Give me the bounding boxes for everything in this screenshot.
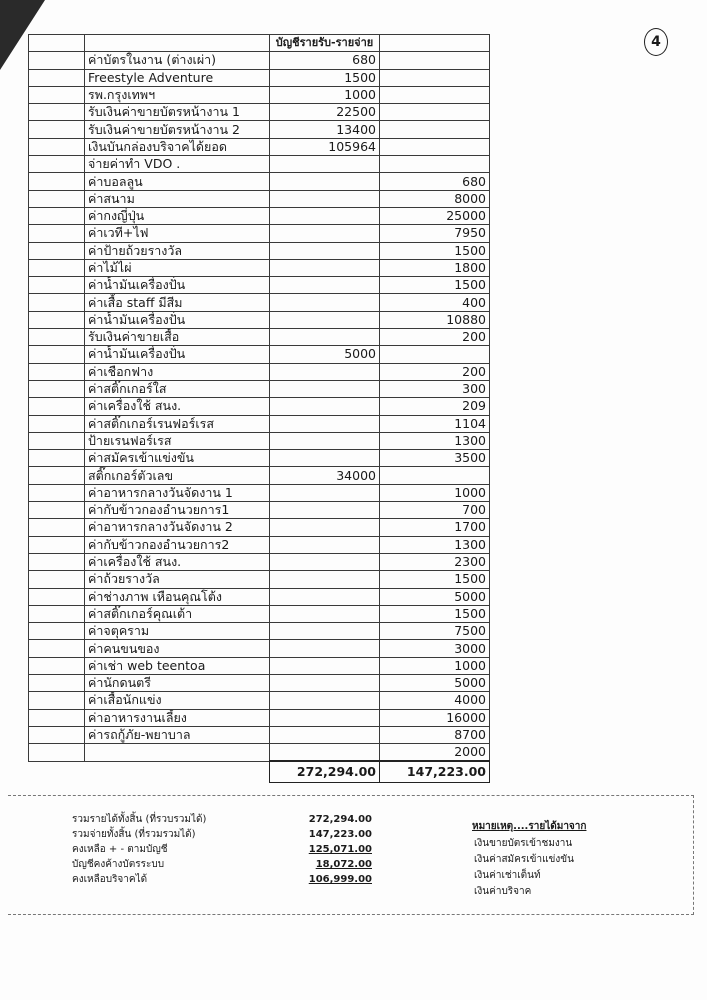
row-index-cell: [29, 69, 85, 86]
row-expense-cell: 3000: [380, 640, 490, 657]
row-income-cell: [270, 502, 380, 519]
row-expense-cell: 209: [380, 398, 490, 415]
summary-row: [72, 857, 372, 872]
row-income-cell: [270, 553, 380, 570]
row-index-cell: [29, 588, 85, 605]
row-income-cell: [270, 380, 380, 397]
row-item-cell: ค่าเช่า web teentoa: [85, 657, 270, 674]
total-blank-cell: [85, 761, 270, 783]
row-item-cell: ค่าสมัครเข้าแข่งขัน: [85, 450, 270, 467]
row-expense-cell: 2000: [380, 744, 490, 762]
row-income-cell: [270, 329, 380, 346]
row-index-cell: [29, 450, 85, 467]
row-item-cell: ค่าป้ายถ้วยรางวัล: [85, 242, 270, 259]
table-row: [29, 588, 490, 605]
table-row: [29, 709, 490, 726]
row-expense-cell: 200: [380, 329, 490, 346]
table-row: [29, 467, 490, 484]
row-index-cell: [29, 363, 85, 380]
table-row: [29, 104, 490, 121]
row-expense-cell: 1104: [380, 415, 490, 432]
row-index-cell: [29, 432, 85, 449]
row-income-cell: 5000: [270, 346, 380, 363]
row-item-cell: ค่าเครื่องใช้ สนง.: [85, 553, 270, 570]
row-expense-cell: 200: [380, 363, 490, 380]
row-item-cell: รับเงินค่าขายบัตรหน้างาน 1: [85, 104, 270, 121]
total-blank-cell: [29, 761, 85, 783]
summary-value: 106,999.00: [308, 874, 372, 885]
row-item-cell: [85, 744, 270, 762]
row-item-cell: ป้ายเรนฟอร์เรส: [85, 432, 270, 449]
row-item-cell: ค่าถ้วยรางวัล: [85, 571, 270, 588]
row-income-cell: [270, 536, 380, 553]
row-income-cell: [270, 294, 380, 311]
table-row: [29, 190, 490, 207]
row-income-cell: 13400: [270, 121, 380, 138]
row-item-cell: ค่ากงญี่ปุ่น: [85, 207, 270, 224]
table-row: [29, 640, 490, 657]
row-item-cell: ค่าเครื่องใช้ สนง.: [85, 398, 270, 415]
row-expense-cell: 1700: [380, 519, 490, 536]
row-index-cell: [29, 726, 85, 743]
table-row: [29, 484, 490, 501]
row-index-cell: [29, 121, 85, 138]
header-title-cell: บัญชีรายรับ-รายจ่าย: [270, 35, 380, 52]
table-row: [29, 536, 490, 553]
row-income-cell: [270, 692, 380, 709]
row-index-cell: [29, 138, 85, 155]
row-income-cell: [270, 277, 380, 294]
row-income-cell: [270, 571, 380, 588]
table-row: [29, 311, 490, 328]
row-item-cell: ค่ากับข้าวกองอำนวยการ1: [85, 502, 270, 519]
row-item-cell: Freestyle Adventure: [85, 69, 270, 86]
ledger-body: [29, 52, 490, 762]
row-index-cell: [29, 467, 85, 484]
table-row: [29, 121, 490, 138]
row-expense-cell: [380, 138, 490, 155]
row-index-cell: [29, 380, 85, 397]
row-expense-cell: 16000: [380, 709, 490, 726]
row-item-cell: ค่าเวที+ไฟ: [85, 225, 270, 242]
table-row: [29, 398, 490, 415]
row-expense-cell: 8700: [380, 726, 490, 743]
row-income-cell: 1500: [270, 69, 380, 86]
ledger-total-row: [29, 761, 490, 783]
row-index-cell: [29, 156, 85, 173]
row-income-cell: 105964: [270, 138, 380, 155]
row-index-cell: [29, 640, 85, 657]
remark-line: เงินค่าสมัครเข้าแข่งขัน: [474, 854, 574, 865]
row-index-cell: [29, 329, 85, 346]
row-expense-cell: [380, 121, 490, 138]
row-income-cell: 1000: [270, 86, 380, 103]
row-expense-cell: [380, 52, 490, 69]
table-row: [29, 138, 490, 155]
summary-block: [72, 812, 372, 887]
row-item-cell: ค่าอาหารงานเลี้ยง: [85, 709, 270, 726]
row-item-cell: สติ๊กเกอร์ตัวเลข: [85, 467, 270, 484]
row-item-cell: ค่าจตุคราม: [85, 623, 270, 640]
table-row: [29, 346, 490, 363]
row-income-cell: [270, 190, 380, 207]
row-item-cell: ค่าบอลลูน: [85, 173, 270, 190]
row-index-cell: [29, 346, 85, 363]
header-blank-cell: [380, 35, 490, 52]
summary-label: รวมรายได้ทั้งสิ้น (ที่รวบรวมได้): [72, 814, 207, 825]
table-row: [29, 623, 490, 640]
row-income-cell: [270, 605, 380, 622]
row-income-cell: [270, 311, 380, 328]
table-row: [29, 674, 490, 691]
row-index-cell: [29, 398, 85, 415]
row-item-cell: ค่าเชือกฟาง: [85, 363, 270, 380]
row-expense-cell: 1300: [380, 536, 490, 553]
row-index-cell: [29, 623, 85, 640]
summary-value: 147,223.00: [308, 829, 372, 840]
row-index-cell: [29, 259, 85, 276]
summary-label: รวมจ่ายทั้งสิ้น (ที่รวมรวมได้): [72, 829, 196, 840]
row-item-cell: ค่าเสื้อ staff มีสีม: [85, 294, 270, 311]
table-row: [29, 277, 490, 294]
summary-row: [72, 812, 372, 827]
row-expense-cell: 1000: [380, 484, 490, 501]
row-item-cell: ค่าสติ๊กเกอร์คุณเต้า: [85, 605, 270, 622]
row-item-cell: ค่าน้ำมันเครื่องปั่น: [85, 346, 270, 363]
row-expense-cell: [380, 104, 490, 121]
row-income-cell: [270, 415, 380, 432]
summary-value: 18,072.00: [315, 859, 372, 870]
remark-title: หมายเหตุ....รายได้มาจาก: [472, 821, 587, 832]
row-index-cell: [29, 311, 85, 328]
row-item-cell: ค่าช่างภาพ เหือนคุณโต้ง: [85, 588, 270, 605]
row-item-cell: รพ.กรุงเทพฯ: [85, 86, 270, 103]
table-row: [29, 692, 490, 709]
row-expense-cell: 300: [380, 380, 490, 397]
table-row: [29, 86, 490, 103]
row-expense-cell: 700: [380, 502, 490, 519]
row-index-cell: [29, 692, 85, 709]
remark-line: เงินค่าบริจาค: [474, 886, 532, 897]
row-item-cell: รับเงินค่าขายเสื้อ: [85, 329, 270, 346]
table-row: [29, 432, 490, 449]
row-item-cell: ค่าอาหารกลางวันจัดงาน 2: [85, 519, 270, 536]
row-item-cell: ค่าคนขนของ: [85, 640, 270, 657]
row-expense-cell: [380, 156, 490, 173]
row-index-cell: [29, 86, 85, 103]
row-income-cell: 22500: [270, 104, 380, 121]
table-row: [29, 242, 490, 259]
row-item-cell: ค่ากับข้าวกองอำนวยการ2: [85, 536, 270, 553]
row-expense-cell: [380, 86, 490, 103]
row-index-cell: [29, 484, 85, 501]
row-income-cell: 34000: [270, 467, 380, 484]
summary-row: [72, 872, 372, 887]
table-row: [29, 726, 490, 743]
row-expense-cell: 4000: [380, 692, 490, 709]
row-expense-cell: 25000: [380, 207, 490, 224]
row-expense-cell: 680: [380, 173, 490, 190]
row-index-cell: [29, 190, 85, 207]
row-income-cell: [270, 398, 380, 415]
row-income-cell: [270, 207, 380, 224]
row-expense-cell: 7500: [380, 623, 490, 640]
row-item-cell: ค่าบัตรในงาน (ต่างเผ่า): [85, 52, 270, 69]
row-index-cell: [29, 173, 85, 190]
table-row: [29, 657, 490, 674]
row-income-cell: [270, 173, 380, 190]
row-income-cell: [270, 363, 380, 380]
row-index-cell: [29, 674, 85, 691]
row-expense-cell: 1500: [380, 605, 490, 622]
remark-line: เงินค่าเช่าเต็นท์: [474, 870, 541, 881]
table-row: [29, 744, 490, 762]
table-row: [29, 329, 490, 346]
row-index-cell: [29, 104, 85, 121]
summary-label: บัญชีคงค้างบัตรระบบ: [72, 859, 165, 870]
row-item-cell: ค่าอาหารกลางวันจัดงาน 1: [85, 484, 270, 501]
row-expense-cell: [380, 467, 490, 484]
row-index-cell: [29, 242, 85, 259]
row-index-cell: [29, 605, 85, 622]
summary-value: 272,294.00: [308, 814, 372, 825]
row-expense-cell: 1800: [380, 259, 490, 276]
row-index-cell: [29, 502, 85, 519]
table-row: [29, 225, 490, 242]
table-row: [29, 571, 490, 588]
row-expense-cell: 1000: [380, 657, 490, 674]
row-item-cell: จ่ายค่าทำ VDO .: [85, 156, 270, 173]
row-item-cell: ค่าเสื้อนักแข่ง: [85, 692, 270, 709]
row-expense-cell: 1500: [380, 571, 490, 588]
row-income-cell: [270, 225, 380, 242]
remark-block: [472, 818, 682, 900]
table-row: [29, 294, 490, 311]
row-income-cell: [270, 640, 380, 657]
row-expense-cell: 3500: [380, 450, 490, 467]
ledger-header-row: [29, 35, 490, 52]
summary-value: 125,071.00: [308, 844, 372, 855]
row-expense-cell: 2300: [380, 553, 490, 570]
row-income-cell: [270, 259, 380, 276]
table-row: [29, 553, 490, 570]
total-expense-cell: 147,223.00: [380, 761, 490, 783]
table-row: [29, 156, 490, 173]
row-item-cell: ค่ารถกู้ภัย-พยาบาล: [85, 726, 270, 743]
table-row: [29, 173, 490, 190]
row-expense-cell: [380, 346, 490, 363]
row-expense-cell: 10880: [380, 311, 490, 328]
row-income-cell: [270, 450, 380, 467]
summary-label: คงเหลือ + - ตามบัญชี: [72, 844, 168, 855]
row-item-cell: ค่าน้ำมันเครื่องปั่น: [85, 311, 270, 328]
table-row: [29, 69, 490, 86]
row-item-cell: เงินบันกล่องบริจาคได้ยอด: [85, 138, 270, 155]
row-income-cell: [270, 726, 380, 743]
row-income-cell: [270, 623, 380, 640]
row-index-cell: [29, 277, 85, 294]
row-income-cell: 680: [270, 52, 380, 69]
page-number: 4: [644, 28, 668, 56]
total-income-cell: 272,294.00: [270, 761, 380, 783]
summary-label: คงเหลือบริจาคได้: [72, 874, 148, 885]
row-expense-cell: 5000: [380, 674, 490, 691]
row-index-cell: [29, 657, 85, 674]
row-expense-cell: [380, 69, 490, 86]
row-expense-cell: 1500: [380, 242, 490, 259]
row-index-cell: [29, 415, 85, 432]
row-index-cell: [29, 294, 85, 311]
row-item-cell: ค่าสนาม: [85, 190, 270, 207]
row-index-cell: [29, 744, 85, 762]
row-item-cell: ค่าไม้ไผ่: [85, 259, 270, 276]
row-expense-cell: 5000: [380, 588, 490, 605]
row-index-cell: [29, 571, 85, 588]
remark-line: เงินขายบัตรเข้าชมงาน: [474, 838, 573, 849]
row-index-cell: [29, 536, 85, 553]
row-income-cell: [270, 432, 380, 449]
row-income-cell: [270, 744, 380, 762]
ledger-table: [28, 34, 490, 783]
row-expense-cell: 1300: [380, 432, 490, 449]
row-item-cell: ค่านักดนตรี: [85, 674, 270, 691]
row-index-cell: [29, 52, 85, 69]
row-item-cell: รับเงินค่าขายบัตรหน้างาน 2: [85, 121, 270, 138]
table-row: [29, 380, 490, 397]
row-item-cell: ค่าสติ๊กเกอร์ใส: [85, 380, 270, 397]
row-index-cell: [29, 225, 85, 242]
row-income-cell: [270, 519, 380, 536]
row-index-cell: [29, 207, 85, 224]
table-row: [29, 363, 490, 380]
remark-lines: [472, 836, 682, 900]
row-index-cell: [29, 709, 85, 726]
row-income-cell: [270, 674, 380, 691]
row-index-cell: [29, 519, 85, 536]
row-expense-cell: 8000: [380, 190, 490, 207]
table-row: [29, 207, 490, 224]
summary-row: [72, 827, 372, 842]
row-index-cell: [29, 553, 85, 570]
header-item-cell: [85, 35, 270, 52]
row-item-cell: ค่าสติ๊กเกอร์เรนฟอร์เรส: [85, 415, 270, 432]
header-index-cell: [29, 35, 85, 52]
table-row: [29, 450, 490, 467]
table-row: [29, 52, 490, 69]
table-row: [29, 519, 490, 536]
summary-row: [72, 842, 372, 857]
row-item-cell: ค่าน้ำมันเครื่องปั่น: [85, 277, 270, 294]
row-income-cell: [270, 657, 380, 674]
row-income-cell: [270, 588, 380, 605]
row-income-cell: [270, 484, 380, 501]
row-income-cell: [270, 156, 380, 173]
table-row: [29, 502, 490, 519]
table-row: [29, 259, 490, 276]
row-income-cell: [270, 242, 380, 259]
row-expense-cell: 7950: [380, 225, 490, 242]
row-expense-cell: 400: [380, 294, 490, 311]
row-expense-cell: 1500: [380, 277, 490, 294]
table-row: [29, 415, 490, 432]
table-row: [29, 605, 490, 622]
row-income-cell: [270, 709, 380, 726]
